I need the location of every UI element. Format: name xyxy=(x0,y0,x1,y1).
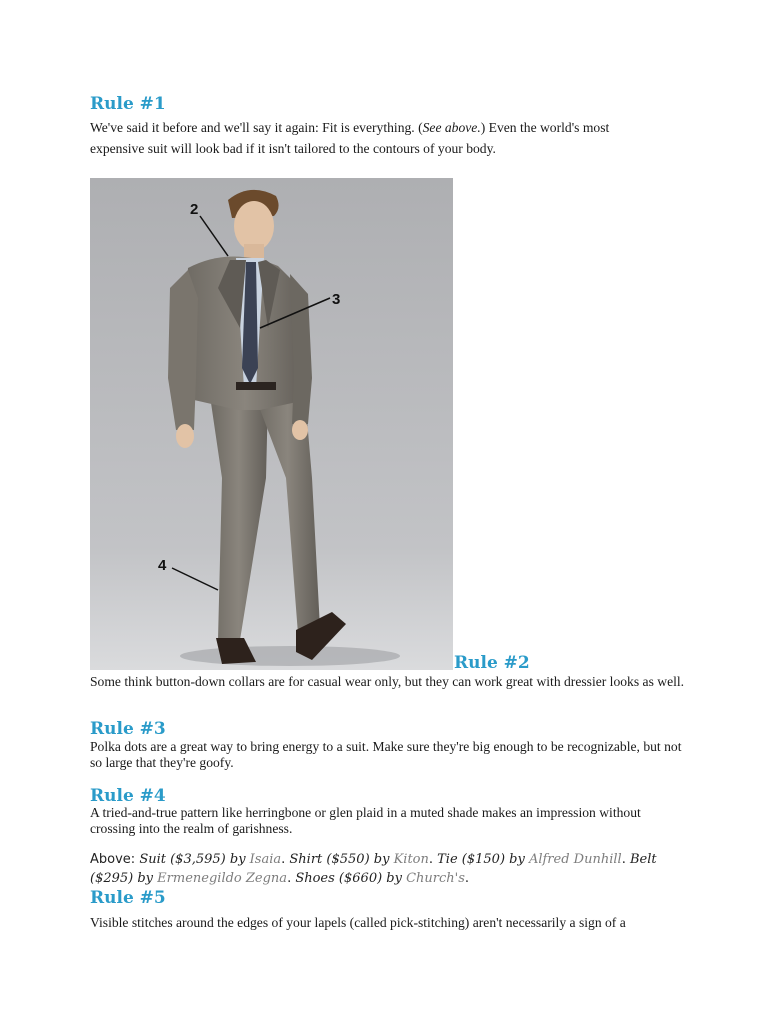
brand-link-ermenegildo-zegna[interactable]: Ermenegildo Zegna xyxy=(157,871,288,886)
credit-sep: . xyxy=(621,852,630,867)
callout-3: 3 xyxy=(332,291,341,308)
rule-5-text: Visible stitches around the edges of your lapels (called pick-stitching) aren't necessarily a sign of a xyxy=(90,915,626,930)
rule-1-heading: Rule #1 xyxy=(90,94,166,114)
rule-1-text-end: ) Even the world's most expensive suit will look bad if it isn't tailored to the contours of your body. xyxy=(90,120,610,156)
credit-item-suit: Suit ($3,595) by xyxy=(139,852,250,867)
credit-sep: . xyxy=(428,852,438,867)
rule-1-aside: See above. xyxy=(422,120,481,135)
rule-4-text: A tried-and-true pattern like herringbone or glen plaid in a muted shade makes an impression without crossing into the realm of garishness. xyxy=(90,805,641,836)
rule-2-text: Some think button-down collars are for casual wear only, but they can work great with dressier looks as well. xyxy=(90,674,685,689)
callout-4: 4 xyxy=(158,557,167,574)
brand-link-isaia[interactable]: Isaia xyxy=(249,852,282,867)
credit-item-tie: Tie ($150) by xyxy=(437,852,529,867)
brand-link-alfred-dunhill[interactable]: Alfred Dunhill xyxy=(528,852,622,867)
callout-2: 2 xyxy=(190,201,199,218)
rule-4-heading: Rule #4 xyxy=(90,786,166,806)
brand-link-churchs[interactable]: Church's xyxy=(406,871,465,886)
suit-photo xyxy=(90,178,453,670)
rule-1-text-start: We've said it before and we'll say it again: Fit is everything. ( xyxy=(90,120,423,135)
credit-lead: Above: xyxy=(90,852,140,867)
rule-3-text: Polka dots are a great way to bring energy to a suit. Make sure they're big enough to be recognizable, but not so large that they're goofy. xyxy=(90,739,682,770)
credit-item-belt: Belt ($295) by xyxy=(90,852,657,886)
credit-item-shoes: Shoes ($660) by xyxy=(295,871,407,886)
credit-sep: . xyxy=(281,852,290,867)
product-credits xyxy=(90,850,690,888)
credit-item-shirt: Shirt ($550) by xyxy=(289,852,394,867)
credit-sep: . xyxy=(287,871,296,886)
rule-5-heading: Rule #5 xyxy=(90,888,166,908)
rule-3-heading: Rule #3 xyxy=(90,719,166,739)
credit-sep: . xyxy=(464,871,470,886)
rule-1-text xyxy=(90,117,650,159)
brand-link-kiton[interactable]: Kiton xyxy=(393,852,429,867)
rule-2-heading: Rule #2 xyxy=(454,653,530,673)
